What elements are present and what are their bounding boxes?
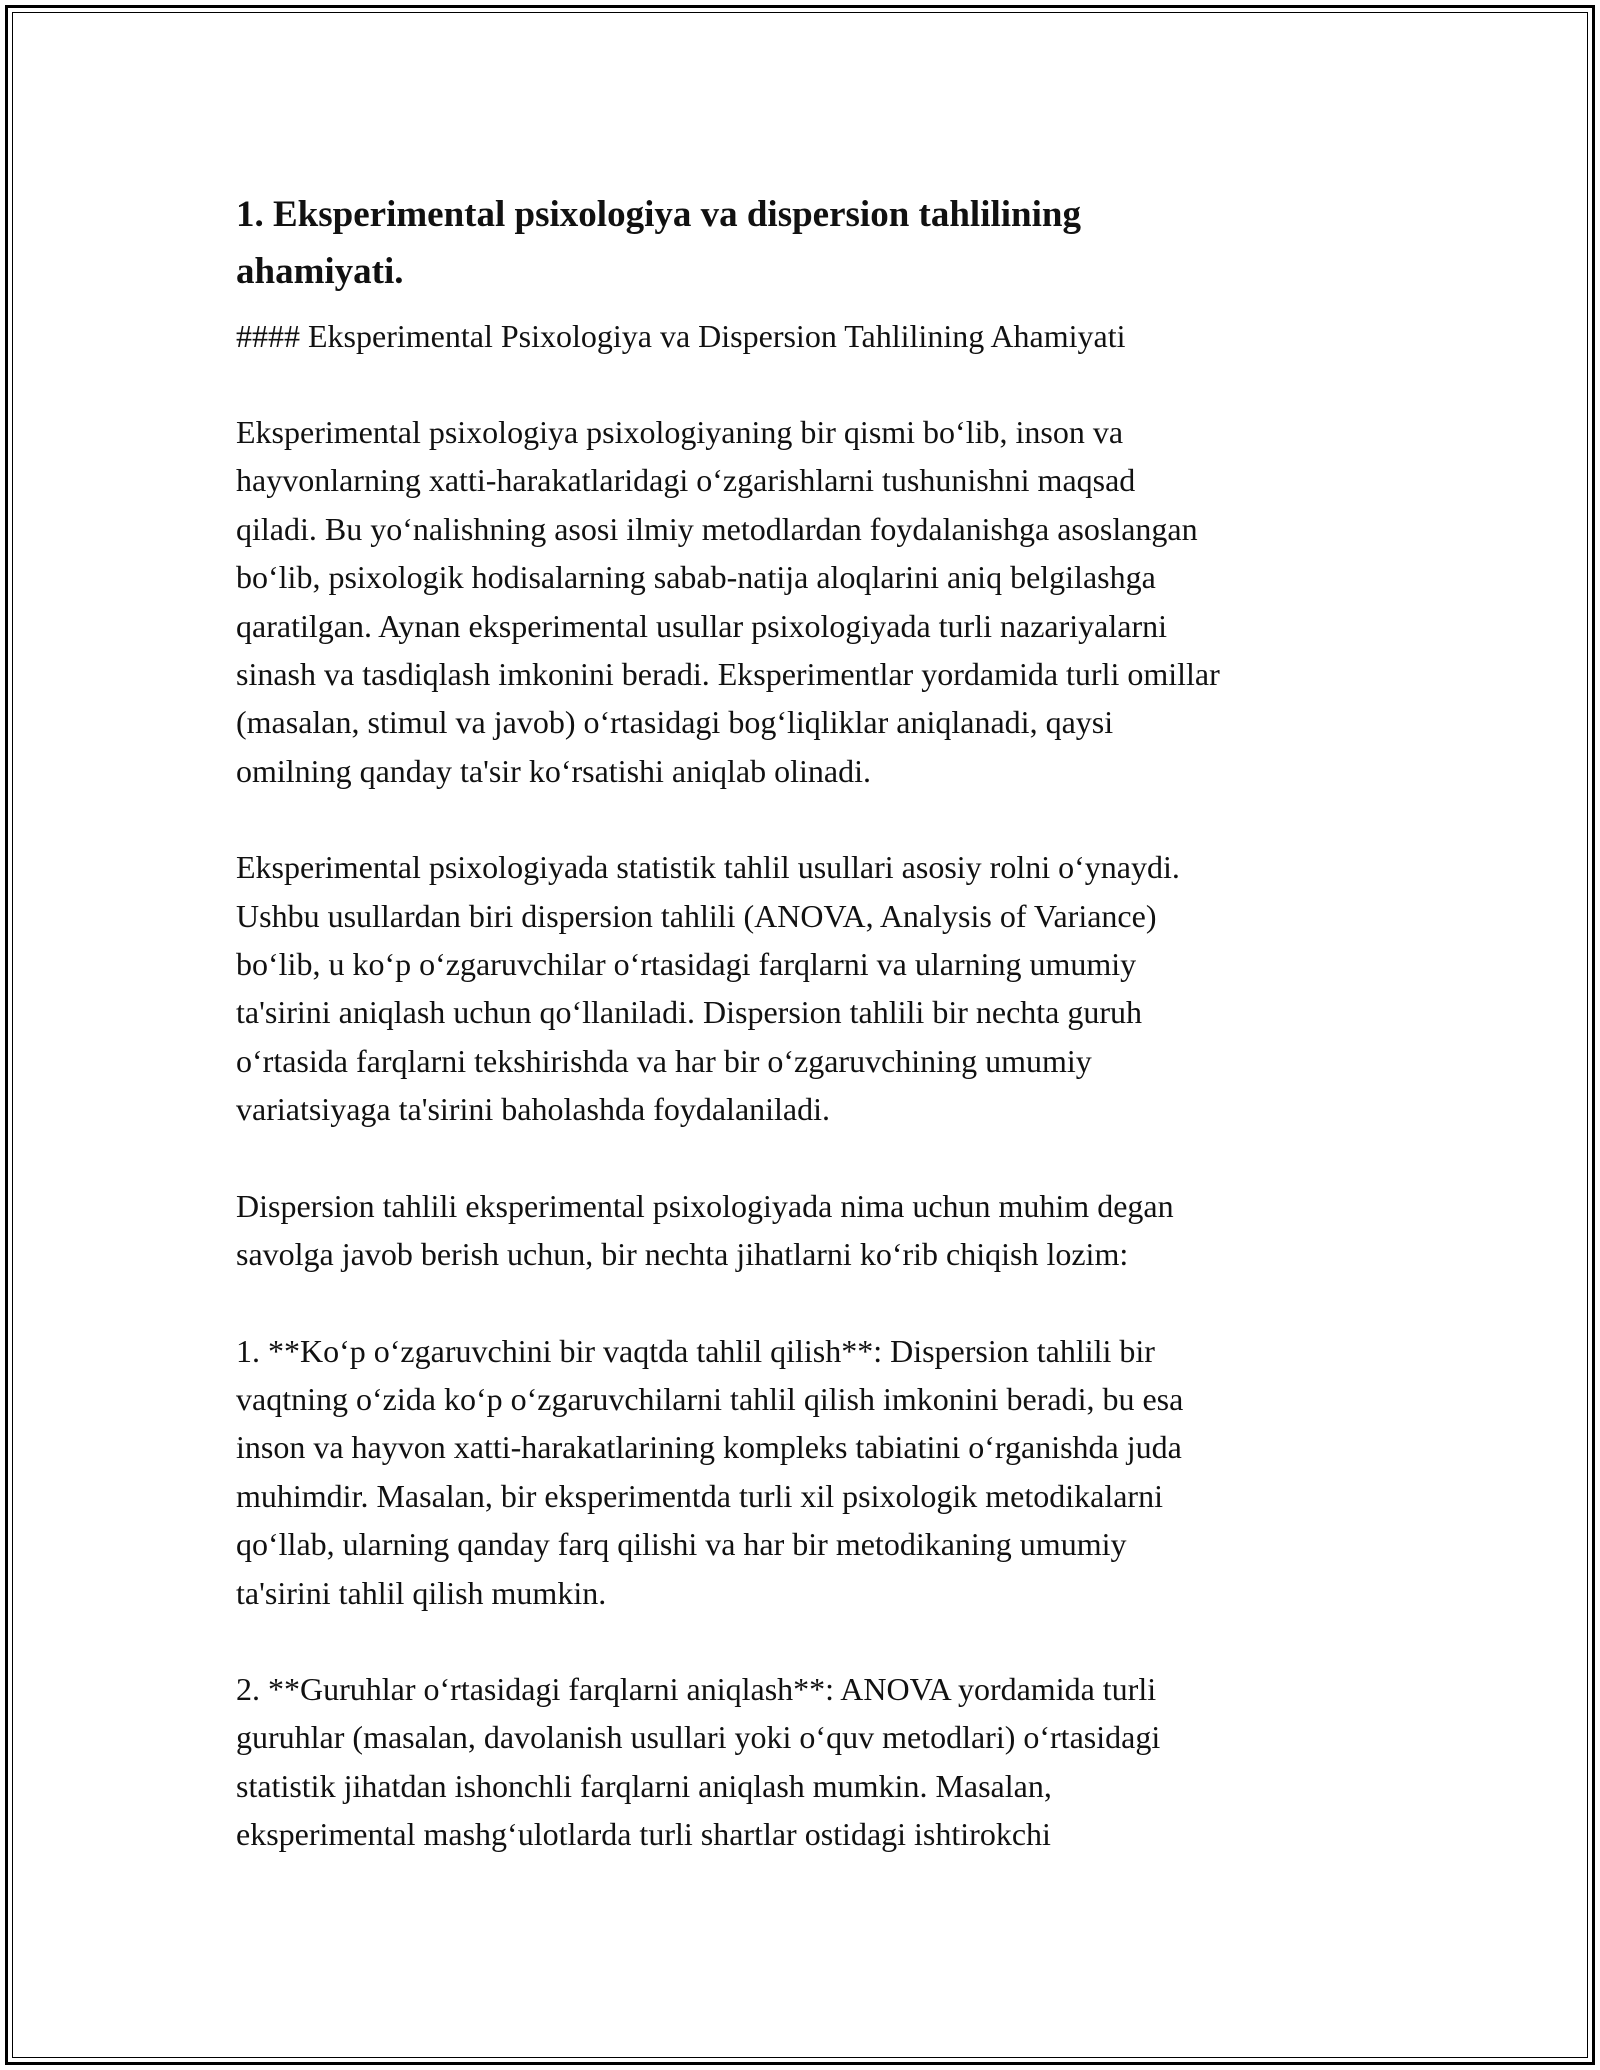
paragraph-statistics: Eksperimental psixologiyada statistik tahlil usullari asosiy rolni o‘ynaydi. Ushbu usullardan biri dispersion tahlili (ANOVA, Analysis of Variance) bo‘lib, u ko‘p o‘zgaruvchilar o‘rtasidagi farqlarni va ularning umumiy ta'sirini aniqlash uchun qo‘llaniladi. Dispersion tahlili bir nechta guruh o‘rtasida farqlarni tekshirishda va har bir o‘zgaruvchining umumiy variatsiyaga ta'sirini baholashda foydalaniladi. <box>236 849 1180 1128</box>
paragraph-question: Dispersion tahlili eksperimental psixologiyada nima uchun muhim degan savolga javob berish uchun, bir nechta jihatlarni ko‘rib chiqish lozim: <box>236 1187 1174 1273</box>
document-title: 1. Eksperimental psixologiya va dispersion tahlilining ahamiyati. <box>236 194 1081 292</box>
list-item-2: 2. **Guruhlar o‘rtasidagi farqlarni aniqlash**: ANOVA yordamida turli guruhlar (masalan, davolanish usullari yoki o‘quv metodlari) o‘rtasidagi statistik jihatdan ishonchli farqlarni aniqlash mumkin. Masalan, eksperimental mashg‘ulotlarda turli shartlar ostidagi ishtirokchi <box>236 1670 1161 1853</box>
document-body <box>236 186 1376 1859</box>
list-item-1: 1. **Ko‘p o‘zgaruvchini bir vaqtda tahlil qilish**: Dispersion tahlili bir vaqtning o‘zida ko‘p o‘zgaruvchilarni tahlil qilish imkonini beradi, bu esa inson va hayvon xatti-harakatlarining kompleks tabiatini o‘rganishda juda muhimdir. Masalan, bir eksperimentda turli xil psixologik metodikalarni qo‘llab, ularning qanday farq qilishi va har bir metodikaning umumiy ta'sirini tahlil qilish mumkin. <box>236 1332 1184 1611</box>
section-subheading: #### Eksperimental Psixologiya va Dispersion Tahlilining Ahamiyati <box>236 318 1126 354</box>
paragraph-intro: Eksperimental psixologiya psixologiyaning bir qismi bo‘lib, inson va hayvonlarning xatti-harakatlaridagi o‘zgarishlarni tushunishni maqsad qiladi. Bu yo‘nalishning asosi ilmiy metodlardan foydalanishga asoslangan bo‘lib, psixologik hodisalarning sabab-natija aloqlarini aniq belgilashga qaratilgan. Aynan eksperimental usullar psixologiyada turli nazariyalarni sinash va tasdiqlash imkonini beradi. Eksperimentlar yordamida turli omillar (masalan, stimul va javob) o‘rtasidagi bog‘liqliklar aniqlanadi, qaysi omilning qanday ta'sir ko‘rsatishi aniqlab olinadi. <box>236 414 1220 789</box>
